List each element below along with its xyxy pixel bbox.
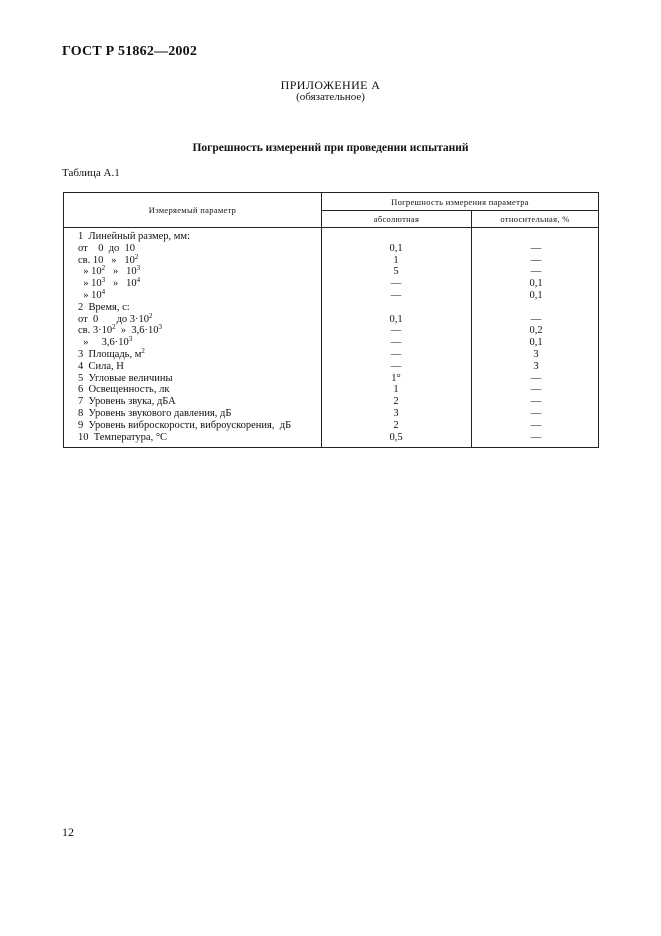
table-row [64,396,598,407]
cell-absolute: — [390,278,402,290]
cell-relative: — [530,266,542,278]
cell-parameter: » $10^3$ » $10^4$ [78,276,141,290]
table-divider [64,227,598,228]
cell-relative: — [530,242,542,254]
cell-parameter: » $10^2$ » $10^3$ [78,264,141,278]
table-divider [322,210,598,211]
cell-relative: 3 [533,349,539,360]
cell-parameter: от 0 до $3\cdot 10^2$ [78,311,153,325]
table-row [64,278,598,289]
appendix-title: ПРИЛОЖЕНИЕ А [280,78,381,92]
cell-absolute: — [390,325,402,337]
cell-relative: — [530,431,542,443]
page-number: 12 [62,825,74,839]
table-row [64,373,598,384]
section-title: Погрешность измерений при проведении испытаний [192,142,469,154]
cell-parameter: 6 Освещенность, лк [78,384,170,396]
cell-relative: — [530,396,542,408]
cell-parameter: от 0 до 10 [78,242,136,254]
cell-relative: 0,2 [529,325,543,337]
cell-absolute: 0,5 [389,431,403,443]
cell-absolute: 5 [393,266,399,278]
table-row [64,311,598,325]
cell-parameter: 8 Уровень звукового давления, дБ [78,408,232,419]
cell-absolute: — [390,337,402,349]
table-row [64,408,598,419]
table-row [64,290,598,301]
cell-parameter: 2 Время, с: [78,301,130,313]
document-code: ГОСТ Р 51862—2002 [62,44,198,59]
cell-absolute: 1 [393,384,399,396]
cell-absolute: 3 [393,408,399,419]
cell-absolute: 2 [393,419,399,431]
header-parameter: Измеряемый параметр [148,205,237,215]
cell-parameter: 9 Уровень виброскорости, виброускорения, дБ [78,419,292,431]
table-row [64,325,598,336]
table-row [64,243,598,254]
header-absolute: абсолютная [373,214,420,224]
cell-relative: 3 [533,360,539,372]
cell-absolute: 0,1 [389,242,403,254]
cell-relative: — [530,408,542,419]
appendix-subtitle: (обязательное) [296,91,365,103]
cell-parameter: 1 Линейный размер, мм: [78,231,190,242]
cell-parameter: » $10^4$ [78,288,106,301]
cell-relative: — [530,419,542,431]
cell-parameter: 5 Угловые величины [78,372,173,384]
cell-absolute: — [390,349,402,360]
header-error-group: Погрешность измерения параметра [391,197,529,207]
table-row [64,252,598,266]
cell-relative: 0,1 [529,290,543,301]
table-row [64,349,598,360]
header-relative: относительная, % [500,214,570,224]
cell-parameter: св. 10 » $10^2$ [78,252,139,266]
table-row [64,231,598,242]
cell-parameter: св. $3\cdot 10^2$ » $3,6\cdot 10^3$ [78,323,162,337]
cell-parameter: 10 Температура, °С [78,431,168,443]
cell-parameter: 7 Уровень звука, дБА [78,396,176,408]
cell-absolute: — [390,360,402,372]
cell-parameter: 3 Площадь, $м^2$ [78,347,145,360]
table-row [64,420,598,431]
cell-relative: 0,1 [529,278,543,290]
table-row [64,302,598,313]
table-row [64,432,598,443]
cell-absolute: 1° [391,372,401,384]
cell-relative: — [530,384,542,396]
cell-relative: — [530,313,542,325]
cell-relative: — [530,254,542,266]
cell-absolute: — [390,290,402,301]
cell-relative: — [530,372,542,384]
table-row [64,361,598,372]
table-caption: Таблица А.1 [62,167,120,179]
cell-absolute: 0,1 [389,313,403,325]
table-row [64,384,598,395]
cell-absolute: 2 [393,396,399,408]
cell-parameter: » $3,6\cdot 10^3$ [78,335,133,349]
cell-relative: 0,1 [529,337,543,349]
cell-parameter: 4 Сила, Н [78,360,124,372]
error-table [63,192,599,448]
cell-absolute: 1 [393,254,399,266]
table-row [64,266,598,277]
